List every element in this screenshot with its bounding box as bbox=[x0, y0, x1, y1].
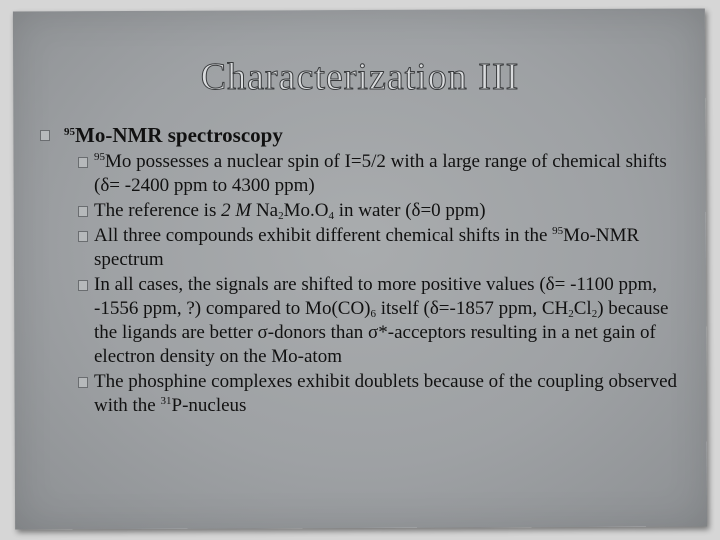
subscript: 2 bbox=[591, 308, 598, 320]
heading-text: Mo-NMR spectroscopy bbox=[75, 123, 283, 147]
item-text: In all cases, the signals are shifted to more positive values (δ= -1100 ppm, -1556 ppm, ?) compared to Mo(CO) bbox=[94, 274, 657, 319]
square-bullet-icon bbox=[78, 280, 88, 291]
item-text: Mo-NMR spectrum bbox=[94, 225, 640, 270]
item-text: itself (δ=-1857 ppm, CH bbox=[376, 298, 569, 319]
list-item bbox=[78, 150, 690, 198]
square-bullet-icon bbox=[78, 157, 88, 168]
square-bullet-icon bbox=[78, 206, 88, 217]
item-text: Cl bbox=[573, 298, 592, 319]
item-text: Mo.O bbox=[283, 200, 329, 221]
slide-title: Characterization III bbox=[200, 56, 520, 98]
list-item bbox=[78, 370, 690, 418]
list-item bbox=[78, 199, 690, 223]
item-text: The reference is bbox=[94, 200, 222, 221]
item-text: Na bbox=[251, 200, 279, 221]
slide-content bbox=[40, 122, 690, 419]
superscript: 31 bbox=[160, 395, 172, 407]
item-text: ) because the ligands are better σ-donors than σ*-acceptors resulting in a net gain of electron density on the Mo-atom bbox=[94, 298, 669, 367]
square-bullet-icon bbox=[78, 231, 88, 242]
subscript: 2 bbox=[278, 210, 284, 222]
italic-text: 2 M bbox=[221, 200, 252, 221]
superscript: 95 bbox=[64, 126, 75, 138]
item-text: P-nucleus bbox=[171, 395, 247, 416]
heading-bullet bbox=[40, 122, 690, 148]
item-text: All three compounds exhibit different chemical shifts in the bbox=[94, 225, 553, 246]
list-item bbox=[78, 224, 690, 272]
item-text: in water (δ=0 ppm) bbox=[333, 200, 486, 221]
item-text: Mo possesses a nuclear spin of I=5/2 with a large range of chemical shifts (δ= -2400 ppm to 4300 ppm) bbox=[94, 151, 667, 196]
bullet-list bbox=[40, 150, 690, 418]
subscript: 6 bbox=[370, 308, 376, 320]
square-bullet-icon bbox=[78, 377, 88, 388]
subscript: 2 bbox=[568, 308, 574, 320]
superscript: 95 bbox=[552, 225, 564, 237]
subscript: 4 bbox=[328, 210, 334, 222]
list-item bbox=[78, 273, 690, 369]
item-text: The phosphine complexes exhibit doublets because of the coupling observed with the bbox=[94, 371, 678, 416]
superscript: 95 bbox=[94, 151, 105, 163]
square-bullet-icon bbox=[40, 130, 50, 141]
